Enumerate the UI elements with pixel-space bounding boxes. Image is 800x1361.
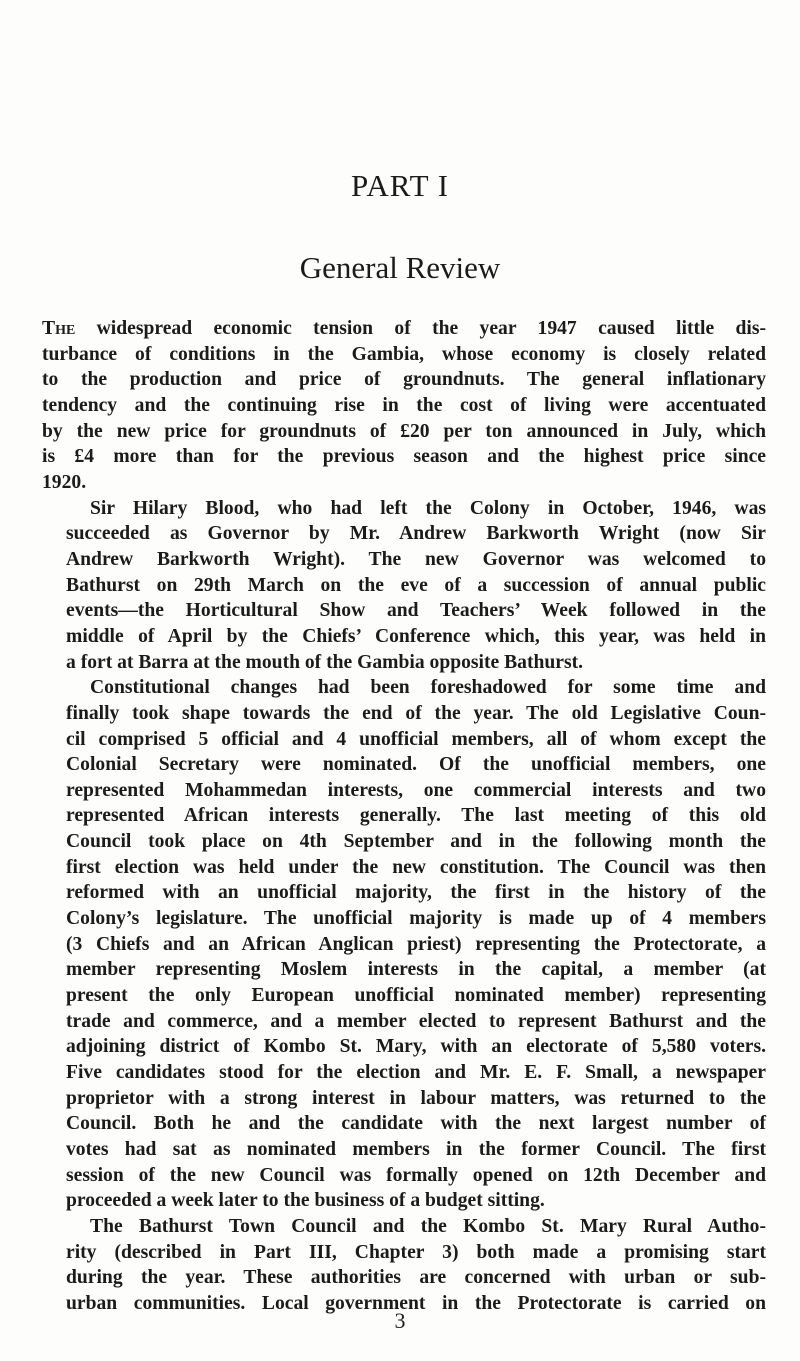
paragraph-4 xyxy=(42,1214,766,1317)
text-line: events—the Horticultural Show and Teachers’ Week followed in the xyxy=(66,600,766,622)
text-line: cil comprised 5 official and 4 unofficial members, all of whom except the xyxy=(66,728,766,750)
text-line: succeeded as Governor by Mr. Andrew Barkworth Wright (now Sir xyxy=(66,523,766,545)
text-line: reformed with an unofficial majority, the first in the history of the xyxy=(66,882,766,904)
text-line: during the year. These authorities are concerned with urban or sub- xyxy=(66,1267,766,1289)
text-line: Colony’s legislature. The unofficial majority is made up of 4 members xyxy=(66,908,766,930)
text-line: votes had sat as nominated members in the former Council. The first xyxy=(66,1139,766,1160)
text-line: represented African interests generally. The last meeting of this old xyxy=(66,805,766,827)
text-line: tendency and the continuing rise in the cost of living were accentuated xyxy=(42,394,766,416)
text-line: (3 Chiefs and an African Anglican priest) representing the Protectorate, a xyxy=(66,933,766,955)
text-line: adjoining district of Kombo St. Mary, with an electorate of 5,580 voters. xyxy=(66,1036,766,1058)
part-heading: PART I xyxy=(350,168,450,203)
text-line: is £4 more than for the previous season and the highest price since xyxy=(42,446,766,468)
text-line: Andrew Barkworth Wright). The new Governor was welcomed to xyxy=(66,548,766,570)
text-line: to the production and price of groundnuts. The general inflationary xyxy=(42,369,766,391)
text-line: Colonial Secretary were nominated. Of the unofficial members, one xyxy=(66,754,766,776)
paragraph-1 xyxy=(42,316,766,496)
text-line: member representing Moslem interests in the capital, a member (at xyxy=(66,959,766,981)
text-line: trade and commerce, and a member elected to represent Bathurst and the xyxy=(66,1010,766,1032)
paragraph-3 xyxy=(42,675,766,1214)
text-line: Constitutional changes had been foreshadowed for some time and xyxy=(90,677,766,699)
section-title: General Review xyxy=(299,250,501,285)
text-line: by the new price for groundnuts of £20 per ton announced in July, which xyxy=(42,420,766,442)
page-number: 3 xyxy=(394,1308,406,1333)
text-line: 1920. xyxy=(42,471,87,493)
text-line: rity (described in Part III, Chapter 3) both made a promising start xyxy=(66,1241,766,1263)
paragraph-2 xyxy=(42,496,766,676)
text-line: urban communities. Local government in the Protectorate is carried on xyxy=(66,1292,766,1314)
text-line: proprietor with a strong interest in labour matters, was returned to the xyxy=(66,1087,766,1109)
text-line: The widespread economic tension of the year 1947 caused little dis- xyxy=(42,318,766,339)
body-text xyxy=(42,316,766,1317)
text-line: turbance of conditions in the Gambia, whose economy is closely related xyxy=(42,343,766,365)
text-line: session of the new Council was formally opened on 12th December and xyxy=(66,1164,766,1186)
text-line: present the only European unofficial nominated member) representing xyxy=(66,985,766,1007)
text-line: first election was held under the new constitution. The Council was then xyxy=(66,856,766,878)
text-line: finally took shape towards the end of the year. The old Legislative Coun- xyxy=(66,702,766,724)
text-line: middle of April by the Chiefs’ Conference which, this year, was held in xyxy=(66,625,766,647)
text-line: a fort at Barra at the mouth of the Gambia opposite Bathurst. xyxy=(66,651,584,673)
text-line: Council took place on 4th September and in the following month the xyxy=(66,831,766,853)
paragraph-lead-word: The xyxy=(42,318,76,339)
text-line: The Bathurst Town Council and the Kombo St. Mary Rural Autho- xyxy=(90,1215,766,1237)
text-line: Five candidates stood for the election and Mr. E. F. Small, a newspaper xyxy=(66,1062,766,1084)
text-line: Council. Both he and the candidate with the next largest number of xyxy=(66,1113,766,1135)
text-line: represented Mohammedan interests, one commercial interests and two xyxy=(66,779,766,801)
text-line: proceeded a week later to the business of a budget sitting. xyxy=(66,1190,545,1212)
text-line: Bathurst on 29th March on the eve of a succession of annual public xyxy=(66,574,766,596)
text-line: Sir Hilary Blood, who had left the Colony in October, 1946, was xyxy=(90,497,766,519)
